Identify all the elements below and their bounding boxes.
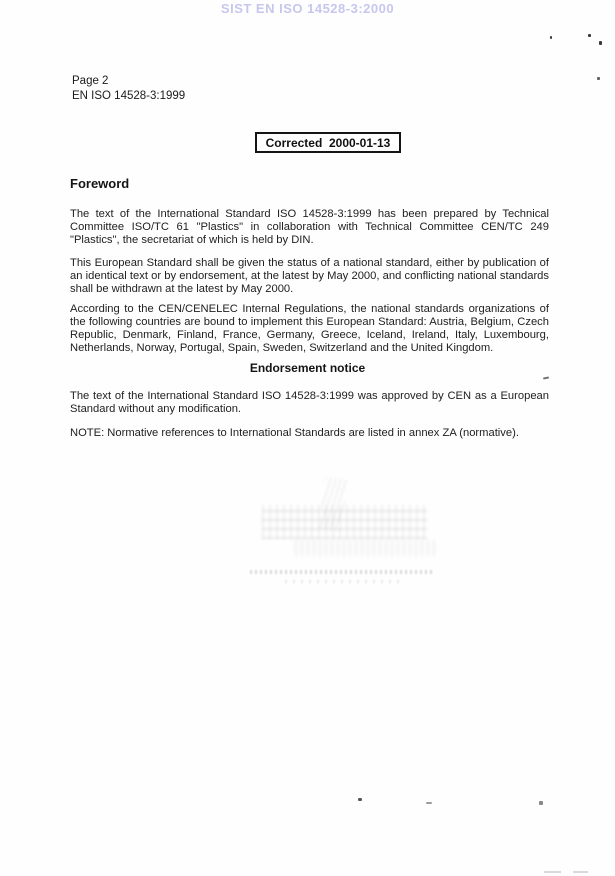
scan-speck <box>426 802 432 804</box>
sist-watermark-header: SIST EN ISO 14528-3:2000 <box>220 1 395 16</box>
corrected-stamp-text: Corrected 2000-01-13 <box>265 135 391 150</box>
page-reference-block <box>72 74 185 104</box>
foreword-paragraph-1: The text of the International Standard ISO 14528-3:1999 has been prepared by Technical Committee ISO/TC 61 "Plastics" in collaboration with Technical Committee CEN/TC 249 "Plastics", the secretariat of which is held by DIN. <box>70 208 549 246</box>
scan-faint-line <box>573 871 588 873</box>
foreword-paragraph-2: This European Standard shall be given the status of a national standard, either by publication of an identical text or by endorsement, at the latest by May 2000, and conflicting national standards shall be withdrawn at the latest by May 2000. <box>70 257 549 295</box>
scan-speck <box>543 376 549 379</box>
bleed-through-smudge-squiggle <box>318 477 347 532</box>
endorsement-paragraph: The text of the International Standard ISO 14528-3:1999 was approved by CEN as a European Standard without any modification. <box>70 390 549 415</box>
corrected-stamp-box <box>255 132 401 153</box>
scan-speck <box>599 41 602 45</box>
foreword-paragraph-3: According to the CEN/CENELEC Internal Regulations, the national standards organizations of the following countries are bound to implement this European Standard: Austria, Belgium, Czech Republic, Denmark, Finland, France, Germany, Greece, Iceland, Ireland, Italy, Luxembourg, Netherlands, Norway, Portugal, Spain, Sweden, Switzerland and the United Kingdom. <box>70 303 549 354</box>
normative-references-note: NOTE: Normative references to International Standards are listed in annex ZA (normative). <box>70 427 519 439</box>
scan-speck <box>539 801 543 805</box>
scan-speck <box>588 34 591 37</box>
bleed-through-smudge-band <box>295 540 435 556</box>
document-reference: EN ISO 14528-3:1999 <box>72 90 186 102</box>
scan-speck <box>597 77 600 80</box>
page-number: Page 2 <box>72 75 109 87</box>
scan-speck <box>358 798 362 801</box>
scan-faint-line <box>544 871 561 873</box>
scan-speck <box>550 36 552 39</box>
bleed-through-dotted-line <box>285 580 405 583</box>
bleed-through-dotted-line <box>250 570 432 574</box>
endorsement-notice-heading: Endorsement notice <box>249 361 366 375</box>
bleed-through-smudge-band <box>262 505 427 539</box>
foreword-heading: Foreword <box>70 176 130 191</box>
